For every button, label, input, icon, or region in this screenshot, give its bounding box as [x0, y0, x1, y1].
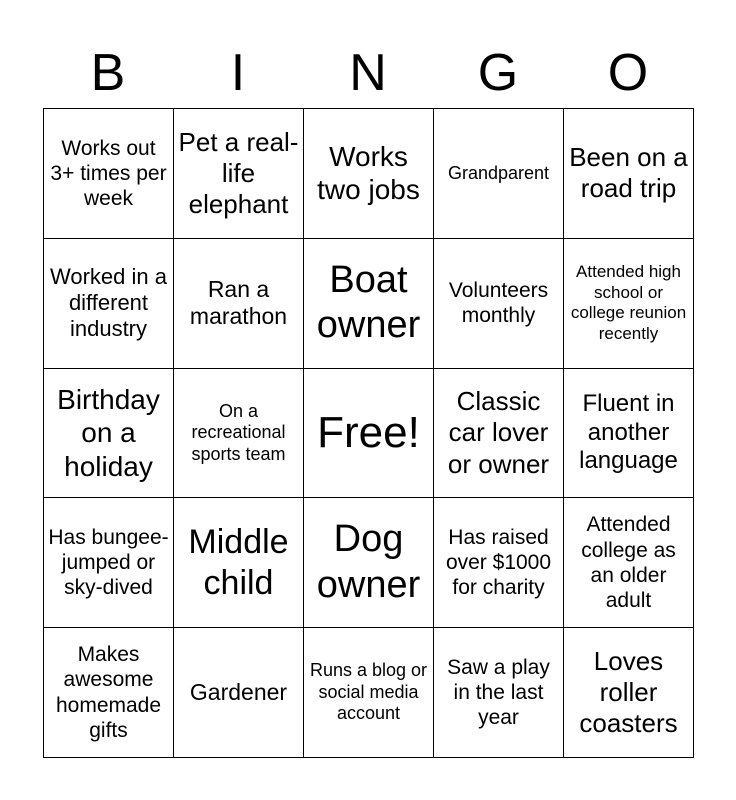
bingo-cell[interactable]: Dog owner — [304, 498, 434, 628]
header-letter-b: B — [90, 44, 126, 102]
bingo-cell[interactable]: Works out 3+ times per week — [44, 109, 174, 239]
bingo-cell[interactable]: Gardener — [174, 628, 304, 758]
bingo-cell[interactable]: Has bungee-jumped or sky-dived — [44, 498, 174, 628]
bingo-cell[interactable]: Attended college as an older adult — [564, 498, 694, 628]
bingo-cell[interactable]: Volunteers monthly — [434, 238, 564, 368]
bingo-cell[interactable]: Runs a blog or social media account — [304, 628, 434, 758]
bingo-grid — [43, 108, 694, 758]
header-letter-i: I — [230, 44, 246, 102]
bingo-cell[interactable]: Middle child — [174, 498, 304, 628]
grid-row — [44, 238, 694, 368]
bingo-cell[interactable]: Loves roller coasters — [564, 628, 694, 758]
bingo-cell[interactable]: On a recreational sports team — [174, 368, 304, 498]
bingo-cell[interactable]: Boat owner — [304, 238, 434, 368]
bingo-cell[interactable]: Pet a real-life elephant — [174, 109, 304, 239]
free-space-cell[interactable]: Free! — [304, 368, 434, 498]
grid-row — [44, 368, 694, 498]
bingo-cell[interactable]: Attended high school or college reunion recently — [564, 238, 694, 368]
header-letter-g: G — [477, 44, 519, 102]
bingo-cell[interactable]: Grandparent — [434, 109, 564, 239]
bingo-cell[interactable]: Birthday on a holiday — [44, 368, 174, 498]
bingo-cell[interactable]: Has raised over $1000 for charity — [434, 498, 564, 628]
bingo-cell[interactable]: Works two jobs — [304, 109, 434, 239]
header-letter-n: N — [349, 44, 387, 102]
bingo-cell[interactable]: Saw a play in the last year — [434, 628, 564, 758]
bingo-cell[interactable]: Been on a road trip — [564, 109, 694, 239]
bingo-cell[interactable]: Worked in a different industry — [44, 238, 174, 368]
bingo-cell[interactable]: Ran a marathon — [174, 238, 304, 368]
grid-row — [44, 498, 694, 628]
bingo-cell[interactable]: Fluent in another language — [564, 368, 694, 498]
header-letter-o: O — [607, 44, 649, 102]
bingo-header — [43, 42, 693, 104]
bingo-cell[interactable]: Classic car lover or owner — [434, 368, 564, 498]
grid-row — [44, 109, 694, 239]
grid-row — [44, 628, 694, 758]
bingo-cell[interactable]: Makes awesome homemade gifts — [44, 628, 174, 758]
